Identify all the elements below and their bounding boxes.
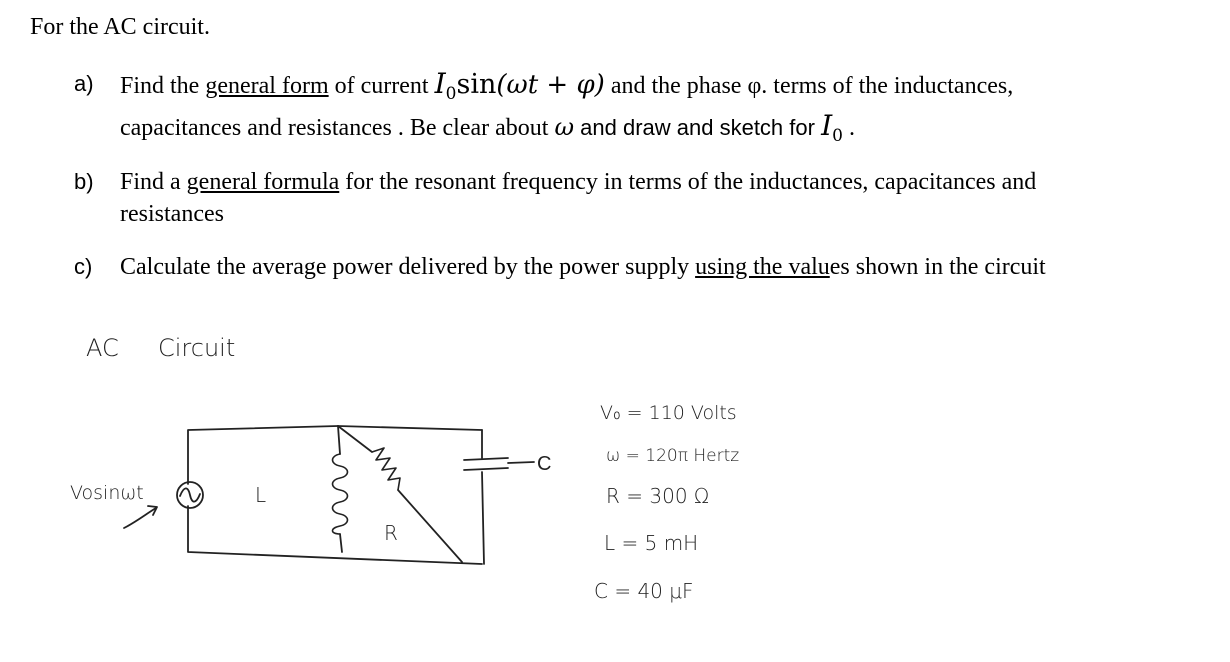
formula-subscript: 0 (445, 83, 457, 104)
value-c: C = 40 μF (594, 579, 694, 603)
i0-symbol: I (821, 108, 833, 142)
circuit-values (594, 402, 739, 603)
question-a-line1: Find the general form of current $I_0\sin(\omega t + \varphi)$ and the phase φ. terms of the inductances, (120, 67, 1014, 104)
formula-symbol: I (434, 67, 446, 100)
inductor-label: L (255, 483, 267, 507)
formula-argument: (ωt + φ) (496, 70, 605, 100)
question-b-line2: resistances (120, 201, 224, 227)
ac-source-icon (177, 482, 203, 508)
figure-title-circuit: Circuit (158, 334, 236, 362)
capacitor-label: C (537, 453, 552, 475)
circuit-wires (124, 426, 534, 564)
i0-subscript: 0 (832, 125, 843, 146)
question-letter: a) (74, 71, 94, 96)
omega-symbol: ω (554, 112, 575, 141)
figure-title-ac: AC (86, 334, 119, 362)
source-label: Vosinωt (70, 482, 144, 504)
question-c-line1: Calculate the average power delivered by the power supply using the values shown in the circuit (120, 254, 1046, 280)
value-l: L = 5 mH (604, 531, 699, 555)
intro-text: For the AC circuit. (30, 14, 210, 40)
question-letter: b) (74, 169, 94, 194)
underlined-phrase: general form (205, 73, 329, 99)
question-b-line1: Find a general formula for the resonant frequency in terms of the inductances, capacitances and (120, 169, 1037, 195)
value-omega: ω = 120π Hertz (606, 446, 740, 466)
resistor-label: R (384, 521, 398, 545)
formula-function: sin (456, 69, 497, 100)
value-v0: V₀ = 110 Volts (600, 402, 737, 424)
question-a-line2: capacitances and resistances . Be clear about ω and draw and sketch for $I_0$ . (120, 108, 855, 146)
question-letter: c) (74, 254, 93, 279)
underlined-phrase: using the valu (695, 254, 830, 280)
resistor-zigzag-icon (372, 448, 400, 490)
underlined-phrase: general formula (186, 169, 340, 195)
value-r: R = 300 Ω (606, 484, 710, 508)
inductor-coil-icon (333, 454, 348, 534)
